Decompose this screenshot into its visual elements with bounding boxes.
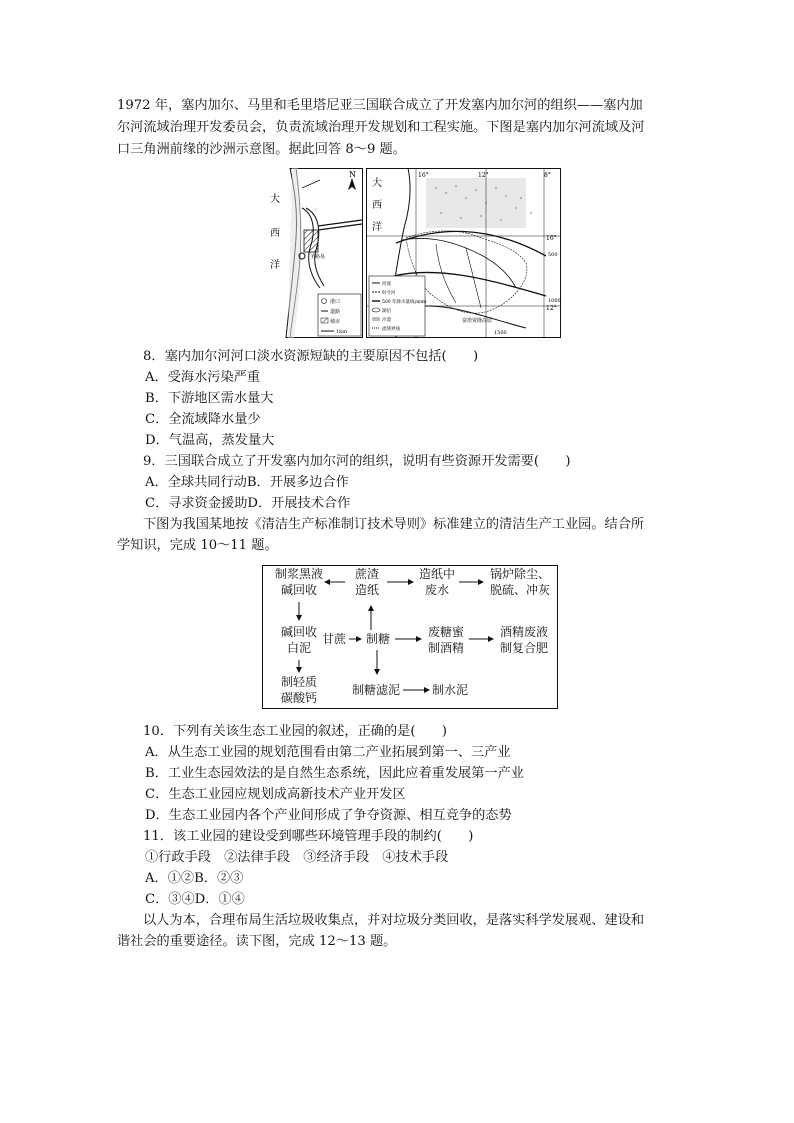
isohyet-1500: 1500	[494, 330, 507, 336]
q9-options-ab[interactable]: A．全球共同行动B．开展多边合作	[145, 475, 349, 490]
q8-stem: 8．塞内加尔河河口淡水资源短缺的主要原因不包括( )	[143, 349, 479, 364]
lat-12: 12°	[546, 305, 557, 312]
intro3-line2: 谐社会的重要途径。读下图，完成 12～13 题。	[117, 934, 397, 949]
lon-8: 8°	[544, 172, 551, 179]
node-bagasse-line1: 蔗渣	[354, 567, 379, 581]
node-boiler-line2: 脱硫、冲灰	[489, 583, 550, 597]
lat-16: 16°	[546, 235, 557, 242]
node-bagasse-line2: 造纸	[354, 583, 379, 597]
ocean-label-1: 大	[270, 194, 280, 205]
node-white-mud-line2: 白泥	[286, 641, 311, 655]
north-label: N	[349, 170, 356, 179]
legend-seasonal-river: 时令河	[382, 291, 396, 296]
intro1-line2: 尔河流域治理开发委员会，负责流域治理开发规划和工程实施。下图是塞内加尔河流域及河	[117, 120, 645, 135]
node-boiler-line1: 锅炉除尘、	[489, 567, 550, 581]
intro2-line2: 学知识，完成 10～11 题。	[117, 538, 278, 553]
node-cement: 制水泥	[431, 683, 468, 697]
q9-stem: 9．三国联合成立了开发塞内加尔河的组织，说明有些资源开发需要( )	[143, 454, 571, 469]
q10-stem: 10．下列有关该生态工业园的叙述，正确的是( )	[143, 724, 448, 739]
q10-option-b[interactable]: B．工业生态园效法的是自然生态系统，因此应着重发展第一产业	[145, 766, 524, 781]
node-black-liquor	[269, 566, 329, 598]
ocean-label-r3: 洋	[372, 222, 382, 233]
node-black-liquor-line2: 碱回收	[280, 583, 317, 597]
intro1-line3: 口三角洲前缘的沙洲示意图。据此回答 8～9 题。	[117, 142, 406, 157]
node-sugar-making: 制糖	[365, 632, 390, 646]
legend-scale: 1km	[336, 329, 347, 335]
eco-industrial-flowchart	[262, 565, 558, 709]
intro3-line1: 以人为本，合理布局生活垃圾收集点，并对垃圾分类回收，是落实科学发展观、建设和	[143, 913, 645, 928]
region-label: 富塔贾隆高原	[462, 318, 493, 324]
node-white-mud	[273, 624, 325, 656]
q10-option-c[interactable]: C．生态工业园应规划成高新技术产业开发区	[145, 787, 406, 802]
q8-option-c[interactable]: C．全流域降水量少	[145, 412, 261, 427]
legend-isohyet: 500 年降水量线(mm)	[382, 300, 427, 305]
ocean-label-2: 西	[270, 228, 280, 239]
node-molasses-line2: 制酒精	[427, 641, 464, 655]
q11-options-cd[interactable]: C．③④D．①④	[145, 892, 245, 907]
legend-port: 港口	[330, 299, 341, 305]
node-filter-mud: 制糖滤泥	[351, 683, 400, 697]
q9-options-cd[interactable]: C．寻求资金援助D．开展技术合作	[145, 496, 351, 511]
node-paper-wastewater	[413, 566, 461, 598]
node-alcohol-waste-line2: 制复合肥	[499, 641, 548, 655]
ocean-label-r2: 西	[372, 200, 382, 211]
intro1-line1: 1972 年，塞内加尔、马里和毛里塔尼亚三国联合成立了开发塞内加尔河的组织——塞内加	[117, 98, 643, 113]
node-paper-wastewater-line2: 废水	[424, 583, 449, 597]
q10-option-d[interactable]: D．生态工业园内各个产业间形成了争夺资源、相互竞争的态势	[145, 808, 512, 823]
lon-12: 12°	[478, 172, 489, 179]
node-calcium-carbonate-line1: 制轻质	[280, 675, 317, 689]
node-black-liquor-line1: 制浆黑液	[274, 567, 323, 581]
legend-road: 道路	[330, 309, 341, 315]
ocean-label-r1: 大	[372, 178, 382, 189]
q8-option-b[interactable]: B．下游地区需水量大	[145, 391, 274, 406]
node-boiler	[485, 566, 555, 598]
city-label: 圣路易	[310, 254, 326, 260]
legend-river: 河流	[382, 282, 391, 287]
lon-16: 16°	[418, 172, 429, 179]
legend-lake: 湖泊	[382, 309, 391, 314]
ocean-label-3: 洋	[270, 260, 280, 271]
node-sugarcane: 甘蔗	[321, 632, 346, 646]
q8-option-d[interactable]: D．气温高，蒸发量大	[145, 433, 275, 448]
isohyet-500: 500	[548, 252, 558, 258]
q11-options-ab[interactable]: A．①②B．②③	[145, 871, 244, 886]
q11-stem: 11．该工业园的建设受到哪些环境管理手段的制约( )	[143, 829, 474, 844]
node-calcium-carbonate	[273, 674, 325, 706]
node-white-mud-line1: 碱回收	[280, 625, 317, 639]
node-paper-wastewater-line1: 造纸中	[418, 567, 455, 581]
legend-city: 城市	[330, 319, 341, 325]
intro2-line1: 下图为我国某地按《清洁生产标准制订技术导则》标准建立的清洁生产工业园。结合所	[143, 517, 645, 532]
node-bagasse	[347, 566, 387, 598]
legend-basin-boundary: 流域界线	[382, 327, 400, 332]
legend-desert: 沙漠	[382, 318, 391, 323]
node-molasses-line1: 废糖蜜	[427, 625, 464, 639]
isohyet-1000: 1000	[548, 298, 561, 304]
node-alcohol-waste	[495, 624, 553, 656]
node-alcohol-waste-line1: 酒精废液	[499, 625, 548, 639]
basin-map	[366, 168, 561, 338]
q10-option-a[interactable]: A．从生态工业园的规划范围看由第二产业拓展到第一、三产业	[145, 745, 511, 760]
q8-option-a[interactable]: A．受海水污染严重	[145, 370, 261, 385]
q11-items: ①行政手段 ②法律手段 ③经济手段 ④技术手段	[145, 850, 449, 865]
node-molasses	[421, 624, 471, 656]
estuary-map	[262, 168, 363, 338]
node-calcium-carbonate-line2: 碳酸钙	[280, 691, 317, 705]
